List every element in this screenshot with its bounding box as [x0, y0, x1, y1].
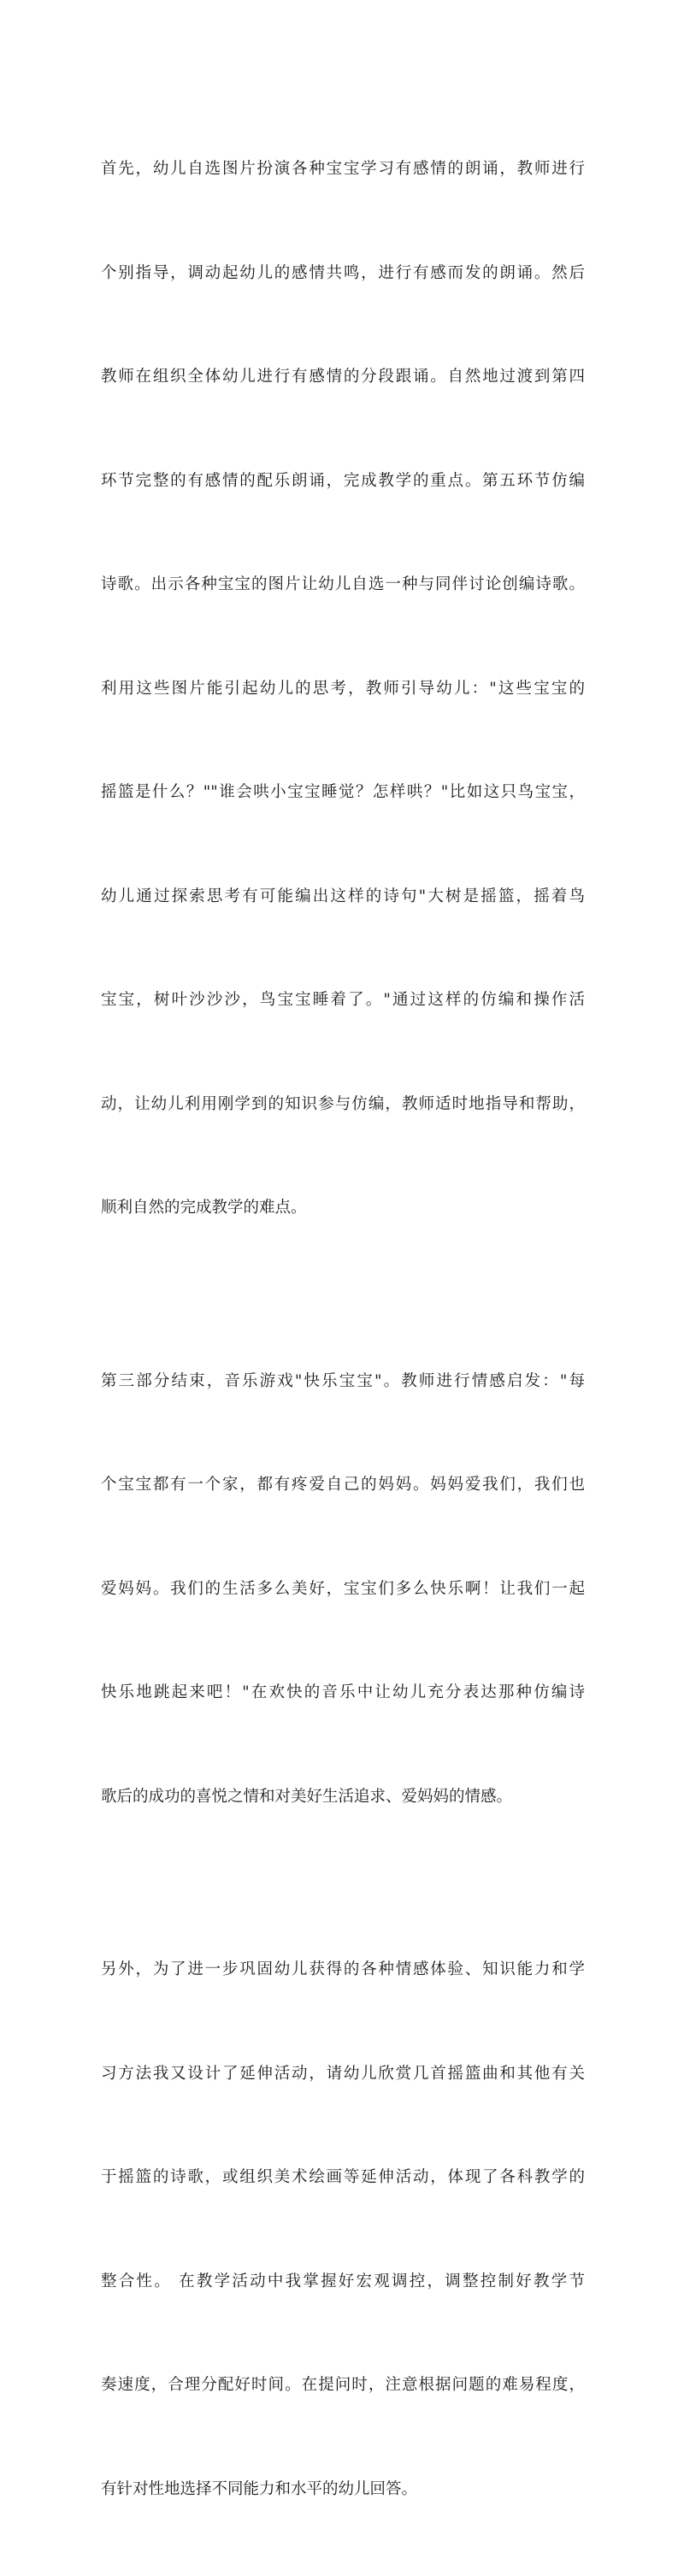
paragraph-line: 环节完整的有感情的配乐朗诵，完成教学的重点。第五环节仿编 [101, 471, 585, 490]
paragraph-line-last: 有针对性地选择不同能力和水平的幼儿回答。 [101, 2479, 418, 2498]
paragraph-line: 动，让幼儿利用刚学到的知识参与仿编，教师适时地指导和帮助， [101, 1094, 585, 1113]
paragraph-line: 另外，为了进一步巩固幼儿获得的各种情感体验、知识能力和学 [101, 1960, 585, 1978]
paragraph-line: 于摇篮的诗歌，或组织美术绘画等延伸活动，体现了各科教学的 [101, 2168, 585, 2186]
paragraph-line: 诗歌。出示各种宝宝的图片让幼儿自选一种与同伴讨论创编诗歌。 [101, 575, 585, 593]
paragraph-line: 摇篮是什么？""谁会哄小宝宝睡觉？怎样哄？"比如这只鸟宝宝， [101, 783, 585, 801]
paragraph-1 [101, 83, 585, 1295]
paragraph-line: 习方法我又设计了延伸活动，请幼儿欣赏几首摇篮曲和其他有关 [101, 2064, 585, 2083]
body-text [101, 83, 585, 2576]
paragraph-line: 快乐地跳起来吧！"在欢快的音乐中让幼儿充分表达那种仿编诗 [101, 1683, 585, 1701]
paragraph-line: 宝宝，树叶沙沙沙，鸟宝宝睡着了。"通过这样的仿编和操作活 [101, 991, 585, 1009]
paragraph-line: 第三部分结束，音乐游戏"快乐宝宝"。教师进行情感启发："每 [101, 1371, 585, 1390]
paragraph-3 [101, 1883, 585, 2576]
paragraph-line-last: 顺利自然的完成教学的难点。 [101, 1199, 307, 1217]
paragraph-line: 爱妈妈。我们的生活多么美好，宝宝们多么快乐啊！让我们一起 [101, 1579, 585, 1598]
paragraph-line: 教师在组织全体幼儿进行有感情的分段跟诵。自然地过渡到第四 [101, 368, 585, 386]
paragraph-line: 整合性。 在教学活动中我掌握好宏观调控，调整控制好教学节 [101, 2272, 585, 2290]
paragraph-line: 个宝宝都有一个家，都有疼爱自己的妈妈。妈妈爱我们，我们也 [101, 1476, 585, 1494]
paragraph-2 [101, 1295, 585, 1884]
paragraph-line: 首先，幼儿自选图片扮演各种宝宝学习有感情的朗诵，教师进行 [101, 160, 585, 178]
paragraph-line: 利用这些图片能引起幼儿的思考，教师引导幼儿："这些宝宝的 [101, 679, 585, 698]
paragraph-line: 奏速度，合理分配好时间。在提问时，注意根据问题的难易程度， [101, 2376, 585, 2394]
paragraph-line: 个别指导，调动起幼儿的感情共鸣，进行有感而发的朗诵。然后 [101, 263, 585, 282]
paragraph-line-last: 歌后的成功的喜悦之情和对美好生活追求、爱妈妈的情感。 [101, 1787, 513, 1806]
paragraph-line: 幼儿通过探索思考有可能编出这样的诗句"大树是摇篮，摇着鸟 [101, 887, 585, 905]
